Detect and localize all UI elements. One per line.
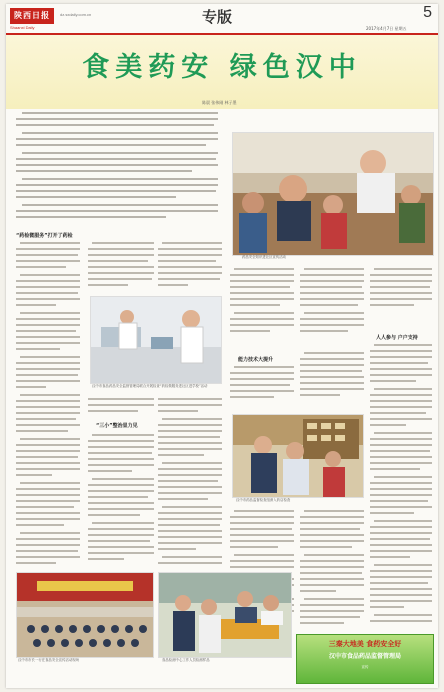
newspaper-logo-english: Shaanxi Daily bbox=[10, 25, 35, 30]
photo-students-image bbox=[233, 133, 433, 255]
issue-date: 2017年4月7日 星期五 bbox=[366, 26, 407, 31]
article-lower-right-b-lines bbox=[300, 508, 364, 630]
intro-text bbox=[16, 108, 221, 226]
article-right-col-c-lines bbox=[370, 266, 432, 342]
subhead-rectification: “三小”整治显力见 bbox=[96, 423, 138, 429]
caption-students: 药品安全知识进社区宣传活动 bbox=[242, 255, 287, 259]
page-number: 5 bbox=[423, 4, 432, 21]
article-middle-lower-lines bbox=[88, 396, 154, 570]
masthead bbox=[6, 4, 438, 34]
photo-pharmacy-image bbox=[233, 415, 363, 497]
article-participation-text bbox=[370, 342, 432, 630]
intro-text-lines bbox=[16, 108, 221, 226]
subhead-participation: 人人参与 户户支持 bbox=[376, 335, 418, 341]
article-capability-b-lines bbox=[300, 350, 364, 406]
ad-subtext: 宣传 bbox=[361, 665, 369, 669]
article-right-col-c bbox=[370, 266, 432, 342]
photo-lab-image bbox=[91, 297, 221, 383]
article-middle-column-lower bbox=[88, 396, 154, 570]
article-middle-column-top bbox=[88, 240, 154, 292]
article-right-of-middle-top bbox=[158, 240, 222, 292]
photo-promotion-event bbox=[158, 572, 292, 658]
headline-banner bbox=[6, 35, 438, 109]
caption-promotion: 食品检测中心工作人员检测样品 bbox=[162, 658, 210, 662]
byline: 陈晨 张伟刚 林子墨 bbox=[202, 100, 237, 105]
promo-ad bbox=[296, 634, 434, 684]
photo-meeting-hall bbox=[16, 572, 154, 658]
article-right-col-b-lines bbox=[300, 266, 364, 342]
ad-slogan: 三秦大地美 食药安全好 bbox=[328, 640, 402, 648]
article-lower-right-b bbox=[300, 508, 364, 630]
article-right-col-b bbox=[300, 266, 364, 342]
newspaper-page bbox=[6, 4, 438, 688]
caption-meeting: 汉中市市长一行在食品安全宣传活动现场 bbox=[18, 658, 80, 662]
subhead-capability: 能力技术大提升 bbox=[238, 357, 274, 363]
page-headline: 食美药安 绿色汉中 bbox=[82, 52, 362, 83]
caption-lab: 汉中市食品药品安全监督管理局联合开展检查“药检微服务进社区进学校”活动 bbox=[92, 384, 208, 388]
article-left-column bbox=[16, 240, 80, 570]
article-participation-lines bbox=[370, 342, 432, 630]
caption-pharmacy: 汉中市药品监督检查组深入药店检查 bbox=[236, 498, 291, 502]
article-right-col-a-lines bbox=[230, 266, 294, 342]
site-url: dz.sxdaily.com.cn bbox=[60, 12, 92, 17]
subhead-drug-service: “药检微服务”打开了药检 bbox=[16, 233, 73, 239]
newspaper-logo: 陕西日报 bbox=[10, 8, 54, 24]
article-left-lines bbox=[16, 240, 80, 570]
article-capability-lines bbox=[230, 364, 294, 404]
article-middle-top-lines bbox=[88, 240, 154, 292]
photo-pharmacy-inspection bbox=[232, 414, 364, 498]
photo-students-activity bbox=[232, 132, 434, 256]
section-title: 专版 bbox=[202, 8, 233, 26]
photo-meeting-image bbox=[17, 573, 153, 657]
article-capability-text-b bbox=[300, 350, 364, 406]
photo-promotion-image bbox=[159, 573, 291, 657]
ad-sponsor: 汉中市食品药品监督管理局 bbox=[328, 653, 401, 660]
article-col3-lower-lines bbox=[158, 396, 222, 570]
article-right-col-a bbox=[230, 266, 294, 342]
article-capability-text bbox=[230, 364, 294, 404]
article-right-middle-top-lines bbox=[158, 240, 222, 292]
photo-lab-testing bbox=[90, 296, 222, 384]
article-col3-lower bbox=[158, 396, 222, 570]
